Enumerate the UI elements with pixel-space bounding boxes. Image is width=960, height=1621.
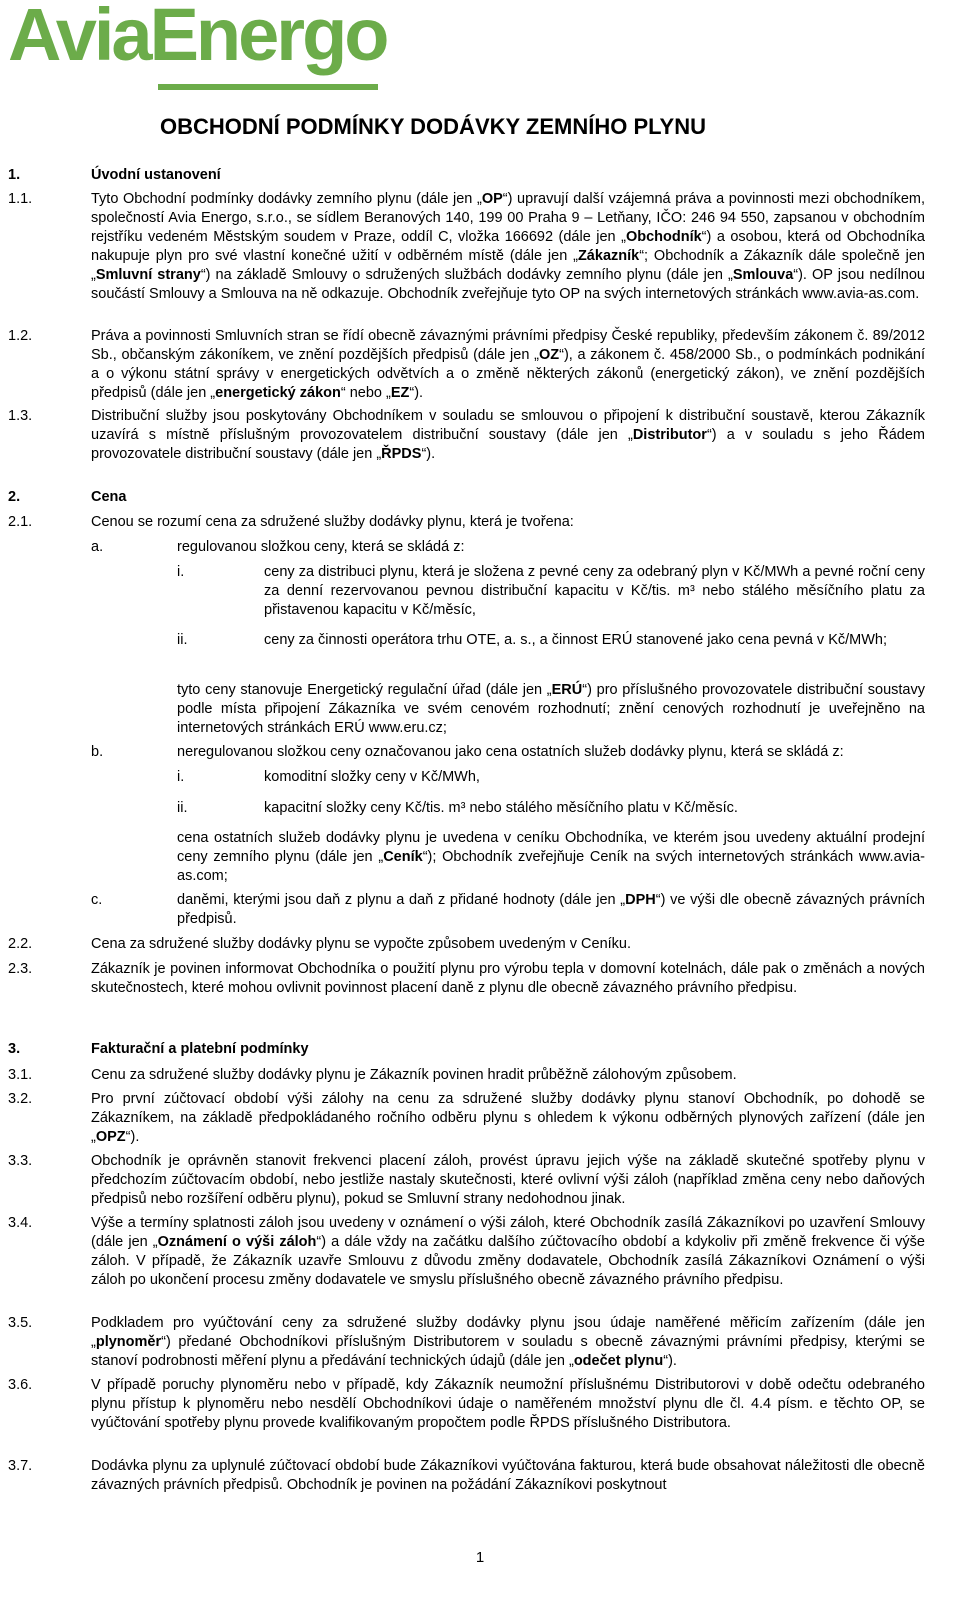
clause-number: 2.2. (8, 936, 33, 952)
clause-text: Tyto Obchodní podmínky dodávky zemního plynu (dále jen „OP“) upravují další vzájemná práva a povinnosti mezi obchodníkem, společností Avia Energo, s.r.o., se sídlem Beranových 140, 199 00 Praha 9 – Letňany, IČO: 246 94 550, zapsanou v obchodním rejstříku vedeném Městským soudem v Praze, oddíl C, vložka 166692 (dále jen „Obchodník“) a osobou, která od Obchodníka nakupuje plyn pro své vlastní konečné užití v odběrném místě (dále jen „Zákazník“; Obchodník a Zákazník dále společně jen „Smluvní strany“) na základě Smlouvy o sdružených službách dodávky zemního plynu (dále jen „Smlouva“). OP jsou nedílnou součástí Smlouvy a Smlouva na ně odkazuje. Obchodník zveřejňuje tyto OP na svých internetových stránkách www.avia-as.com. (91, 191, 926, 302)
section-number: 2. (8, 489, 21, 505)
clause-number: 1.3. (8, 408, 33, 424)
item-letter: c. (91, 892, 103, 908)
item-note: tyto ceny stanovuje Energetický regulační úřad (dále jen „ERÚ“) pro příslušného provozovatele distribuční soustavy podle místa připojení Zákazníka ve svém cenovém rozhodnutí; znění cenových rozhodnutí je uveřejněno na internetových stránkách ERÚ www.eru.cz; (177, 682, 925, 736)
section-number: 3. (8, 1041, 21, 1057)
subitem-text: ceny za distribuci plynu, která je složena z pevné ceny za odebraný plyn v Kč/MWh a pevné roční ceny za denní rezervovanou pevnou distribuční kapacitu v Kč/tis. m³ nebo stálého měsíčního platu za přistavenou kapacitu v Kč/měsíc, (264, 564, 925, 618)
clause-text: Cenou se rozumí cena za sdružené služby dodávky plynu, která je tvořena: (91, 514, 574, 530)
subitem-text: ceny za činnosti operátora trhu OTE, a. s., a činnost ERÚ stanovené jako cena pevná v Kč/MWh; (264, 632, 887, 648)
clause-number: 2.3. (8, 961, 33, 977)
subitem-number: ii. (177, 800, 188, 816)
item-letter: b. (91, 744, 104, 760)
document-title: OBCHODNÍ PODMÍNKY DODÁVKY ZEMNÍHO PLYNU (160, 114, 706, 139)
clause-text: Pro první zúčtovací období výši zálohy na cenu za sdružené služby dodávky plynu stanoví Obchodník, po dohodě se Zákazníkem, na základě předpokládaného ročního odběru plynu s ohledem k výkonu odběrných plynových zařízení (dále jen „OPZ“). (91, 1091, 925, 1145)
section-number: 1. (8, 167, 21, 183)
subitem-number: ii. (177, 632, 188, 648)
clause-number: 3.5. (8, 1315, 33, 1331)
clause-text: Dodávka plynu za uplynulé zúčtovací období bude Zákazníkovi vyúčtována fakturou, která bude obsahovat náležitosti dle obecně závazných právních předpisů. Obchodník je povinen na požádání Zákazníkovi poskytnout (91, 1458, 925, 1493)
clause-text: Zákazník je povinen informovat Obchodníka o použití plynu pro výrobu tepla v domovní kotelnách, dále pak o změnách a nových skutečnostech, které mohou ovlivnit povinnost placení daně z plynu dle obecně závazného právního předpisu. (91, 961, 925, 996)
clause-number: 1.1. (8, 191, 33, 207)
section-heading: Fakturační a platební podmínky (91, 1041, 309, 1057)
clause-number: 3.7. (8, 1458, 33, 1474)
clause-text: V případě poruchy plynoměru nebo v případě, kdy Zákazník neumožní příslušnému Distributorovi v době odečtu odebraného plynu přístup k plynoměru nebo nesdělí Obchodníkovi údaje o naměřeném množství plynu dle čl. 4.4 písm. e těchto OP, se vyúčtování spotřeby plynu provede kvalifikovaným propočtem podle ŘPDS příslušného Distributora. (91, 1377, 925, 1431)
clause-text: Práva a povinnosti Smluvních stran se řídí obecně závaznými právními předpisy České republiky, především zákonem č. 89/2012 Sb., občanským zákoníkem, ve znění pozdějších předpisů (dále jen „OZ“), a zákonem č. 458/2000 Sb., o podmínkách podnikání a o výkonu státní správy v energetických odvětvích a o změně některých zákonů (energetický zákon), ve znění pozdějších předpisů (dále jen „energetický zákon“ nebo „EZ“). (91, 328, 925, 401)
clause-number: 3.4. (8, 1215, 33, 1231)
item-note: cena ostatních služeb dodávky plynu je uvedena v ceníku Obchodníka, ve kterém jsou uvedeny aktuální prodejní ceny zemního plynu (dále jen „Ceník“); Obchodník zveřejňuje Ceník na svých internetových stránkách www.avia-as.com; (177, 830, 925, 884)
clause-text: Obchodník je oprávněn stanovit frekvenci placení záloh, provést úpravu jejich výše na základě skutečné spotřeby plynu v předchozím zúčtovacím období, nebo jestliže nastaly skutečnosti, které ovlivní výši záloh (například změna ceny nebo daňových předpisů nebo rozšíření odběru plynu), pokud se Smluvní strany nedohodnou jinak. (91, 1153, 925, 1207)
clause-number: 3.3. (8, 1153, 33, 1169)
item-text: regulovanou složkou ceny, která se skládá z: (177, 539, 465, 555)
item-letter: a. (91, 539, 104, 555)
clause-text: Distribuční služby jsou poskytovány Obchodníkem v souladu se smlouvou o připojení k distribuční soustavě, kterou Zákazník uzavírá s místně příslušným provozovatelem distribuční soustavy (dále jen „Distributor“) a v souladu s jeho Řádem provozovatele distribuční soustavy (dále jen „ŘPDS“). (91, 408, 925, 462)
item-text: daněmi, kterými jsou daň z plynu a daň z přidané hodnoty (dále jen „DPH“) ve výši dle obecně závazných právních předpisů. (177, 892, 925, 927)
subitem-number: i. (177, 769, 185, 785)
clause-number: 2.1. (8, 514, 33, 530)
section-heading: Úvodní ustanovení (91, 167, 221, 183)
clause-text: Cena za sdružené služby dodávky plynu se vypočte způsobem uvedeným v Ceníku. (91, 936, 632, 952)
clause-number: 3.6. (8, 1377, 33, 1393)
logo-underline (158, 84, 378, 90)
subitem-text: kapacitní složky ceny Kč/tis. m³ nebo stálého měsíčního platu v Kč/měsíc. (264, 800, 738, 816)
clause-text: Podkladem pro vyúčtování ceny za sdružené služby dodávky plynu jsou údaje naměřené měřicím zařízením (dále jen „plynoměr“) předané Obchodníkovi příslušným Distributorem v souladu s obecně závaznými právními předpisy, kterými se stanoví podrobnosti měření plynu a předávání technických údajů (dále jen „odečet plynu“). (91, 1315, 925, 1369)
item-text: neregulovanou složkou ceny označovanou jako cena ostatních služeb dodávky plynu, která se skládá z: (177, 744, 844, 760)
clause-text: Výše a termíny splatnosti záloh jsou uvedeny v oznámení o výši záloh, které Obchodník zasílá Zákazníkovi po uzavření Smlouvy (dále jen „Oznámení o výši záloh“) a dále vždy na začátku dalšího zúčtovacího období a kdykoliv při změně frekvence či výše záloh. V případě, že Zákazník uzavře Smlouvu z důvodu změny dodavatele, Obchodník zasílá Zákazníkovi Oznámení o výši záloh po ukončení procesu změny dodavatele ve smyslu příslušného obecně závazného právního předpisu. (91, 1215, 925, 1288)
subitem-text: komoditní složky ceny v Kč/MWh, (264, 769, 480, 785)
clause-number: 1.2. (8, 328, 33, 344)
logo-wordmark: AviaEnergo (8, 0, 387, 76)
clause-number: 3.2. (8, 1091, 33, 1107)
page-number: 1 (475, 1549, 485, 1566)
subitem-number: i. (177, 564, 185, 580)
clause-text: Cenu za sdružené služby dodávky plynu je Zákazník povinen hradit průběžně zálohovým způsobem. (91, 1067, 737, 1083)
section-heading: Cena (91, 489, 127, 505)
avia-energo-logo (8, 0, 387, 95)
clause-number: 3.1. (8, 1067, 33, 1083)
